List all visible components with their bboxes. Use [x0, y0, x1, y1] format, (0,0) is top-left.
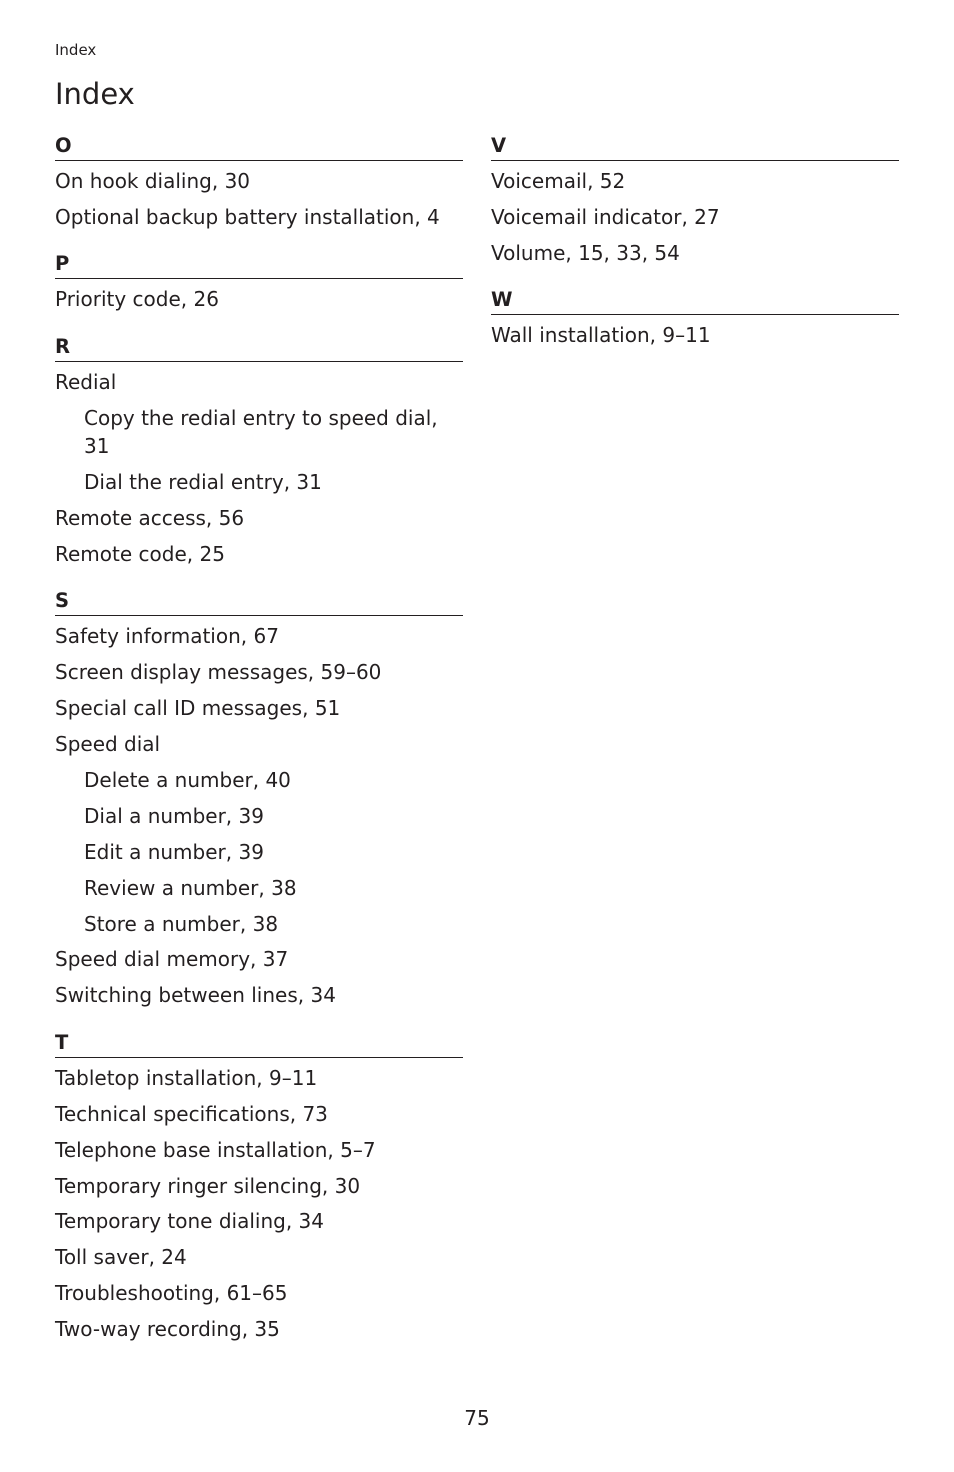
index-column-right	[491, 134, 899, 371]
index-subentry: Review a number, 38	[84, 875, 297, 900]
section-letter-heading: P	[55, 252, 463, 279]
index-entry: Optional backup battery installation, 4	[55, 204, 440, 229]
index-subentry: Delete a number, 40	[84, 768, 291, 793]
index-entry: Technical specifications, 73	[55, 1101, 328, 1126]
section-letter-heading: O	[55, 134, 463, 161]
section-letter-heading: R	[55, 335, 463, 362]
index-entry: Speed dial	[55, 732, 161, 757]
section-letter-heading: V	[491, 134, 899, 161]
running-header: Index	[55, 41, 97, 59]
index-subentry: Dial the redial entry, 31	[84, 470, 322, 495]
index-section-r	[55, 335, 463, 569]
index-entry: Special call ID messages, 51	[55, 696, 341, 721]
index-section-s	[55, 589, 463, 1009]
index-column-left	[55, 134, 463, 1365]
section-letter-heading: W	[491, 288, 899, 315]
index-entry: Screen display messages, 59–60	[55, 660, 382, 685]
index-section-o	[55, 134, 463, 231]
index-entry: Temporary tone dialing, 34	[55, 1209, 325, 1234]
index-entry: Volume, 15, 33, 54	[491, 240, 680, 265]
index-entry: Remote access, 56	[55, 506, 245, 531]
index-entry: Wall installation, 9–11	[491, 323, 711, 348]
index-entry: Redial	[55, 369, 117, 394]
index-section-t	[55, 1031, 463, 1344]
index-entry: Voicemail, 52	[491, 169, 626, 193]
index-entry: Switching between lines, 34	[55, 983, 336, 1008]
index-subentry: Dial a number, 39	[84, 803, 264, 828]
index-entry: Tabletop installation, 9–11	[55, 1065, 318, 1090]
page-title: Index	[55, 77, 135, 111]
index-entry: Priority code, 26	[55, 287, 219, 312]
index-subentry: Store a number, 38	[84, 911, 279, 936]
index-entry: Remote code, 25	[55, 541, 225, 566]
index-entry: Speed dial memory, 37	[55, 947, 289, 972]
index-entry: Two-way recording, 35	[55, 1317, 280, 1342]
page-number: 75	[464, 1406, 490, 1430]
section-letter-heading: S	[55, 589, 463, 616]
index-entry: Safety information, 67	[55, 624, 279, 649]
index-entry: Toll saver, 24	[55, 1245, 187, 1270]
index-section-v	[491, 134, 899, 267]
section-letter-heading: T	[55, 1031, 463, 1058]
index-entry: On hook dialing, 30	[55, 169, 251, 193]
index-subentry: Copy the redial entry to speed dial, 31	[84, 405, 438, 459]
index-entry: Troubleshooting, 61–65	[55, 1281, 288, 1306]
index-entry: Voicemail indicator, 27	[491, 204, 720, 229]
index-section-w	[491, 288, 899, 350]
index-entry: Temporary ringer silencing, 30	[55, 1173, 361, 1198]
index-subentry: Edit a number, 39	[84, 839, 264, 864]
index-section-p	[55, 252, 463, 314]
index-entry: Telephone base installation, 5–7	[55, 1137, 376, 1162]
